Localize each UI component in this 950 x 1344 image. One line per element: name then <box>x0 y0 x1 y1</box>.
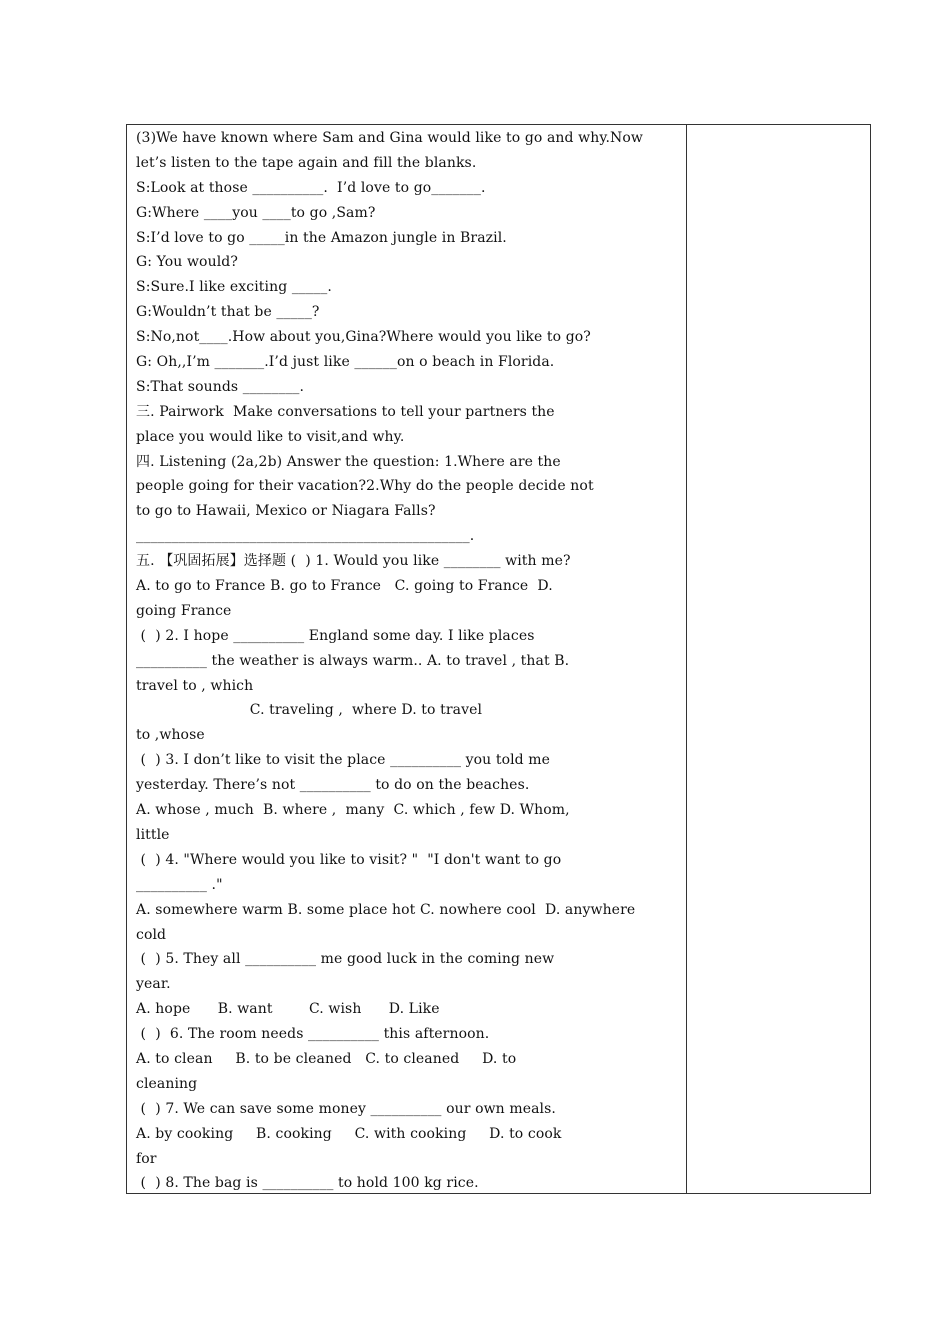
text-line: S:Sure.I like exciting _____. <box>136 279 332 296</box>
text-line: ( ) 8. The bag is __________ to hold 100 kg rice. <box>136 1175 479 1192</box>
text-line: A. somewhere warm B. some place hot C. nowhere cool D. anywhere <box>136 901 636 918</box>
text-line: ( ) 4. "Where would you like to visit? " "I don't want to go <box>136 851 562 868</box>
text-line: A. hope B. want C. wish D. Like <box>136 1001 440 1018</box>
notes-cell <box>687 125 870 1193</box>
text-line: let’s listen to the tape again and fill the blanks. <box>136 154 477 171</box>
text-line: S:That sounds ________. <box>136 378 305 395</box>
text-line: cold <box>136 926 167 943</box>
text-line: place you would like to visit,and why. <box>136 428 405 445</box>
text-line: G: Oh,,I’m _______.I’d just like ______on o beach in Florida. <box>136 354 555 371</box>
text-line: to ,whose <box>136 727 205 744</box>
text-line: people going for their vacation?2.Why do the people decide not <box>136 478 594 495</box>
text-line: for <box>136 1150 157 1167</box>
text-line: S:Look at those __________. I’d love to go_______. <box>136 179 486 196</box>
text-line: 五. 【巩固拓展】选择题 ( ) 1. Would you like ________ with me? <box>136 553 571 570</box>
text-line: 三. Pairwork Make conversations to tell your partners the <box>136 403 555 420</box>
text-line: __________ ." <box>136 876 223 893</box>
text-line: G: You would? <box>136 254 238 271</box>
text-line: A. whose , much B. where , many C. which , few D. Whom, <box>136 802 570 819</box>
text-line: S:I’d love to go _____in the Amazon jungle in Brazil. <box>136 229 507 246</box>
text-line: ( ) 7. We can save some money __________ our own meals. <box>136 1100 556 1117</box>
text-line: ( ) 3. I don’t like to visit the place __________ you told me <box>136 752 551 769</box>
text-line: (3)We have known where Sam and Gina would like to go and why.Now <box>136 130 644 146</box>
text-line: to go to Hawaii, Mexico or Niagara Falls? <box>136 503 436 520</box>
text-line: A. to go to France B. go to France C. going to France D. <box>136 578 553 595</box>
text-line: A. by cooking B. cooking C. with cooking D. to cook <box>136 1125 562 1142</box>
text-line: yesterday. There’s not __________ to do on the beaches. <box>136 777 530 794</box>
text-line: ( ) 2. I hope __________ England some day. I like places <box>136 627 535 644</box>
text-line: travel to , which <box>136 677 254 694</box>
text-line: going France <box>136 602 232 619</box>
text-line: G:Wouldn’t that be _____? <box>136 304 320 321</box>
text-line: _______________________________________________. <box>136 528 475 545</box>
worksheet-table <box>126 124 871 1194</box>
exercise-content-cell <box>127 125 687 1193</box>
text-line: 四. Listening (2a,2b) Answer the question: 1.Where are the <box>136 453 561 470</box>
text-line: C. traveling , where D. to travel <box>136 702 483 719</box>
text-line: little <box>136 826 170 843</box>
text-line: G:Where ____you ____to go ,Sam? <box>136 204 376 221</box>
text-line: year. <box>136 976 171 993</box>
text-line: cleaning <box>136 1075 198 1092</box>
text-line: ( ) 5. They all __________ me good luck in the coming new <box>136 951 555 968</box>
text-line: ( ) 6. The room needs __________ this afternoon. <box>136 1026 490 1043</box>
text-line: A. to clean B. to be cleaned C. to cleaned D. to <box>136 1050 517 1067</box>
text-line: __________ the weather is always warm.. A. to travel , that B. <box>136 652 570 669</box>
text-line: S:No,not____.How about you,Gina?Where would you like to go? <box>136 329 591 346</box>
